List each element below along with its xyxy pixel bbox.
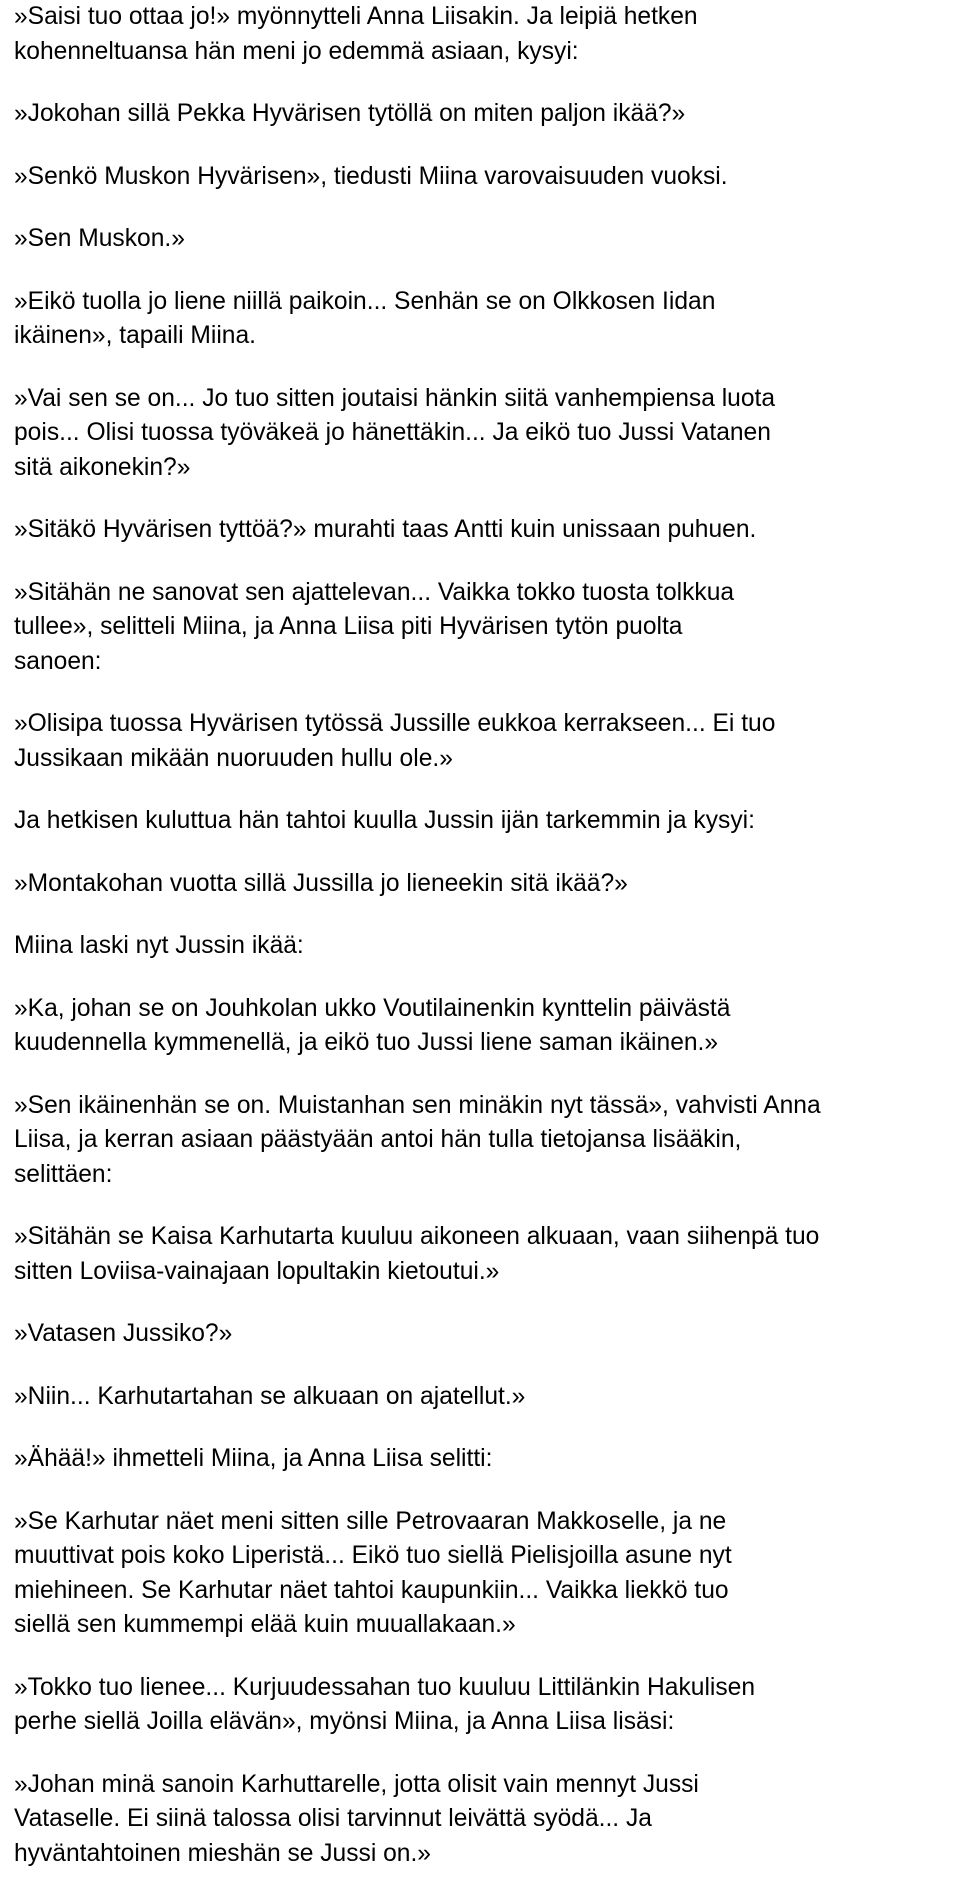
text-line: tullee», selitteli Miina, ja Anna Liisa piti Hyvärisen tytön puolta bbox=[14, 613, 683, 640]
text-line: selittäen: bbox=[14, 1160, 113, 1188]
text-line: muuttivat pois koko Liperistä... Eikö tuo siellä Pielisjoilla asune nyt bbox=[14, 1542, 732, 1569]
paragraph bbox=[14, 1317, 954, 1352]
text-line: kuudennella kymmenellä, ja eikö tuo Jussi liene saman ikäinen.» bbox=[14, 1029, 719, 1056]
paragraph bbox=[14, 1768, 954, 1872]
paragraph bbox=[14, 1380, 954, 1415]
text-line: »Sen Muskon.» bbox=[14, 225, 185, 252]
text-line: »Senkö Muskon Hyvärisen», tiedusti Miina varovaisuuden vuoksi. bbox=[14, 162, 728, 190]
text-line: Ja hetkisen kuluttua hän tahtoi kuulla Jussin ijän tarkemmin ja kysyi: bbox=[14, 807, 755, 834]
text-line: »Niin... Karhutartahan se alkuaan on ajatellut.» bbox=[14, 1382, 526, 1410]
paragraph bbox=[14, 1505, 954, 1643]
text-line: »Sitähän se Kaisa Karhutarta kuuluu aikoneen alkuaan, vaan siihenpä tuo bbox=[14, 1223, 820, 1250]
text-line: sitten Loviisa-vainajaan lopultakin kietoutui.» bbox=[14, 1257, 500, 1285]
paragraph bbox=[14, 285, 954, 354]
paragraph bbox=[14, 867, 954, 902]
text-line: »Vatasen Jussiko?» bbox=[14, 1320, 233, 1347]
text-line: »Olisipa tuossa Hyvärisen tytössä Jussille eukkoa kerrakseen... Ei tuo bbox=[14, 710, 776, 737]
text-line: »Johan minä sanoin Karhuttarelle, jotta olisit vain mennyt Jussi bbox=[14, 1770, 699, 1798]
text-line: »Eikö tuolla jo liene niillä paikoin... Senhän se on Olkkosen Iidan bbox=[14, 287, 716, 315]
text-line: »Tokko tuo lienee... Kurjuudessahan tuo kuuluu Littilänkin Hakulisen bbox=[14, 1673, 756, 1701]
text-line: »Jokohan sillä Pekka Hyvärisen tytöllä on miten paljon ikää?» bbox=[14, 100, 686, 127]
text-line: »Montakohan vuotta sillä Jussilla jo lieneekin sitä ikää?» bbox=[14, 869, 628, 897]
paragraph bbox=[14, 382, 954, 486]
paragraph bbox=[14, 222, 954, 257]
paragraph bbox=[14, 804, 954, 839]
paragraph bbox=[14, 992, 954, 1061]
document-page bbox=[14, 0, 954, 1899]
text-line: ikäinen», tapaili Miina. bbox=[14, 322, 256, 349]
paragraph bbox=[14, 1442, 954, 1477]
text-line: »Saisi tuo ottaa jo!» myönnytteli Anna Liisakin. Ja leipiä hetken bbox=[14, 3, 698, 30]
text-line: sitä aikonekin?» bbox=[14, 453, 191, 481]
paragraph bbox=[14, 1671, 954, 1740]
text-line: Miina laski nyt Jussin ikää: bbox=[14, 932, 304, 959]
text-line: kohenneltuansa hän meni jo edemmä asiaan, kysyi: bbox=[14, 37, 579, 65]
text-line: miehineen. Se Karhutar näet tahtoi kaupunkiin... Vaikka liekkö tuo bbox=[14, 1576, 729, 1604]
text-line: perhe siellä Joilla elävän», myönsi Miina, ja Anna Liisa lisäsi: bbox=[14, 1708, 675, 1735]
text-line: »Ähää!» ihmetteli Miina, ja Anna Liisa selitti: bbox=[14, 1445, 493, 1472]
text-line: hyväntahtoinen mieshän se Jussi on.» bbox=[14, 1839, 431, 1867]
paragraph bbox=[14, 1220, 954, 1289]
paragraph bbox=[14, 160, 954, 195]
text-line: Vataselle. Ei siinä talossa olisi tarvinnut leivättä syödä... Ja bbox=[14, 1805, 652, 1832]
text-line: sanoen: bbox=[14, 647, 102, 675]
text-line: »Sitäkö Hyvärisen tyttöä?» murahti taas Antti kuin unissaan puhuen. bbox=[14, 516, 757, 543]
text-line: Jussikaan mikään nuoruuden hullu ole.» bbox=[14, 744, 453, 772]
text-line: pois... Olisi tuossa työväkeä jo hänettäkin... Ja eikö tuo Jussi Vatanen bbox=[14, 419, 771, 446]
text-line: »Vai sen se on... Jo tuo sitten joutaisi hänkin siitä vanhempiensa luota bbox=[14, 384, 776, 412]
text-line: »Se Karhutar näet meni sitten sille Petrovaaran Makkoselle, ja ne bbox=[14, 1507, 727, 1535]
paragraph bbox=[14, 576, 954, 680]
text-line: »Sitähän ne sanovat sen ajattelevan... Vaikka tokko tuosta tolkkua bbox=[14, 578, 735, 606]
paragraph bbox=[14, 0, 954, 69]
text-line: Liisa, ja kerran asiaan päästyään antoi hän tulla tietojansa lisääkin, bbox=[14, 1126, 742, 1153]
text-line: »Sen ikäinenhän se on. Muistanhan sen minäkin nyt tässä», vahvisti Anna bbox=[14, 1091, 821, 1119]
text-line: siellä sen kummempi elää kuin muuallakaan.» bbox=[14, 1611, 516, 1638]
paragraph bbox=[14, 707, 954, 776]
paragraph bbox=[14, 97, 954, 132]
paragraph bbox=[14, 1089, 954, 1193]
paragraph bbox=[14, 513, 954, 548]
paragraph bbox=[14, 929, 954, 964]
text-line: »Ka, johan se on Jouhkolan ukko Voutilainenkin kynttelin päivästä bbox=[14, 994, 731, 1022]
